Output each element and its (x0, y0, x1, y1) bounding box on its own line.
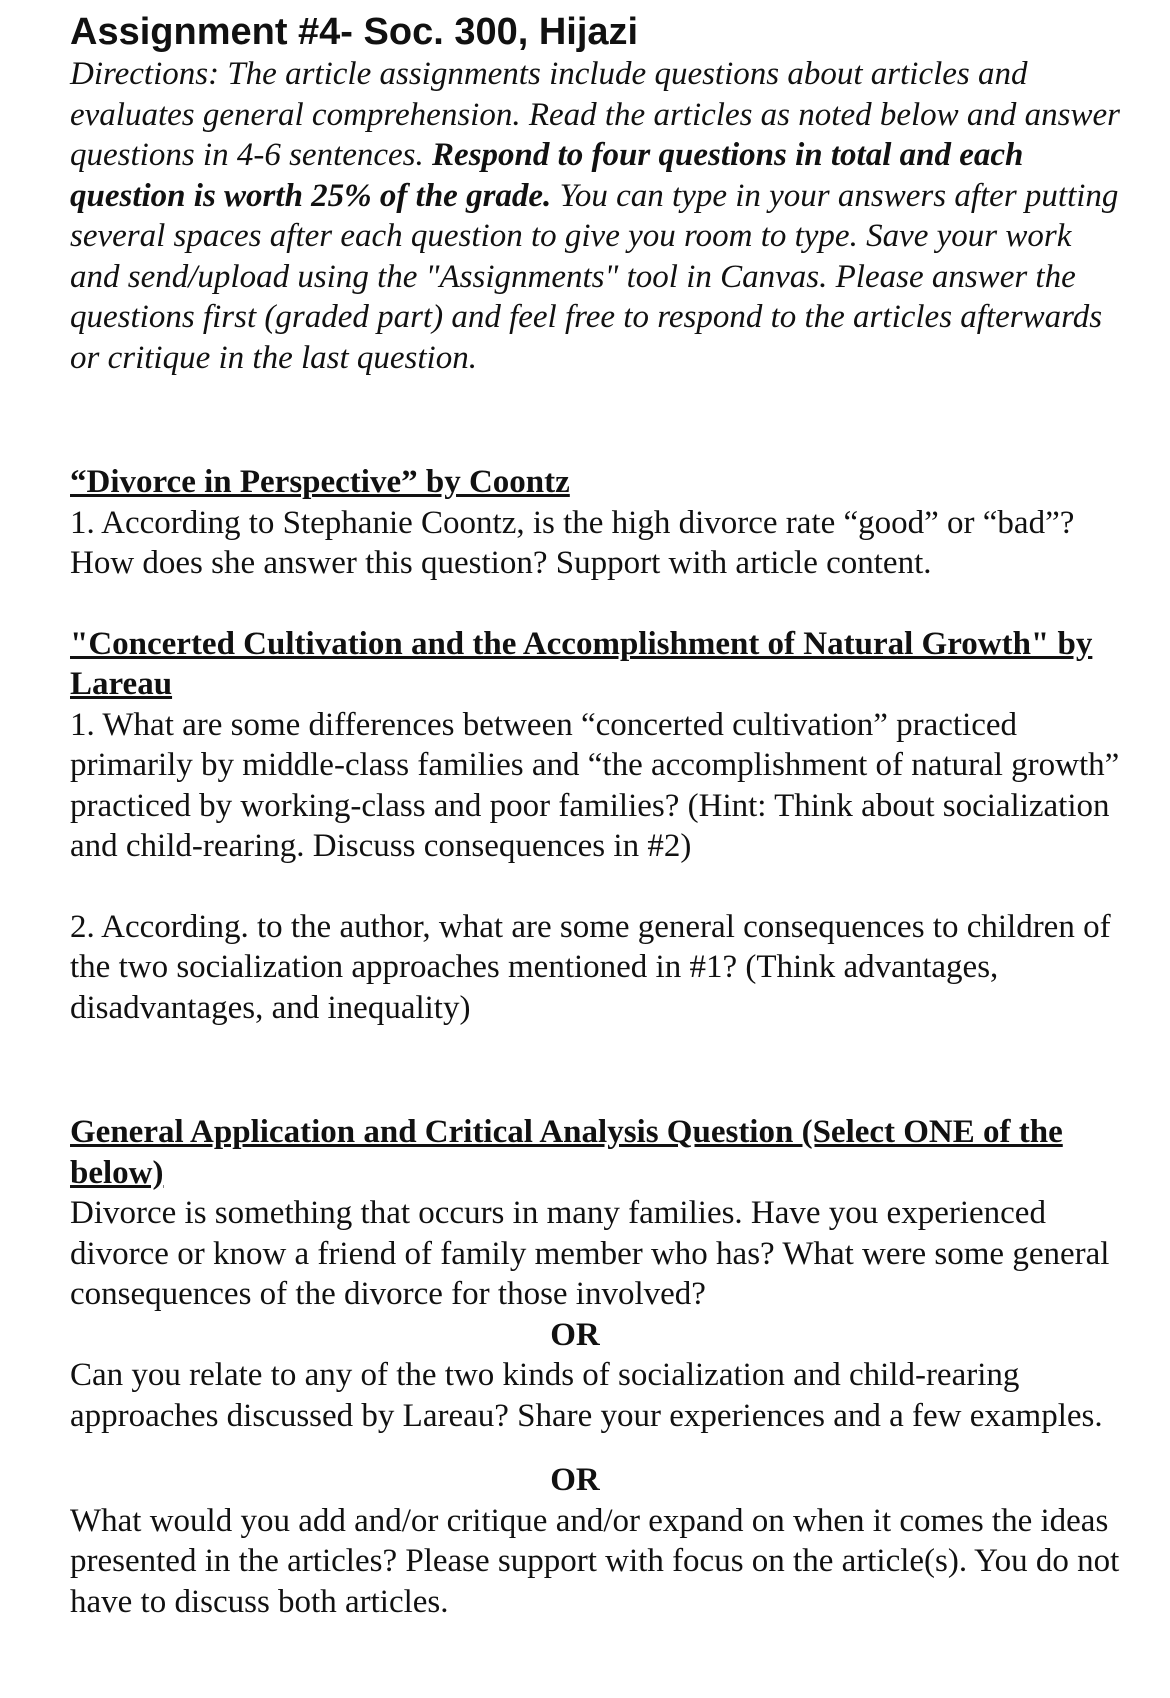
general-option-2: Can you relate to any of the two kinds of socialization and child-rearing approaches discussed by Lareau? Share your experiences and a few examples. (70, 1357, 1103, 1434)
or-divider-1: OR (550, 1316, 600, 1353)
general-heading: General Application and Critical Analysis Question (Select ONE of the below) (70, 1114, 1063, 1191)
directions-part-2: You can type in your answers after putting several spaces after each question to give you room to type. Save your work and send/upload using the "Assignments" tool in Canvas. Please answer the questions first (graded part) and feel free to respond to the articles afterwards or critique in the last question. (70, 177, 1119, 376)
general-option-3: What would you add and/or critique and/or expand on when it comes the ideas presented in the articles? Please support with focus on the article(s). You do not have to discuss both articles. (70, 1502, 1120, 1620)
assignment-page (70, 10, 1120, 1622)
lareau-heading: "Concerted Cultivation and the Accomplishment of Natural Growth" by Lareau (70, 625, 1093, 702)
coontz-question-1: 1. According to Stephanie Coontz, is the high divorce rate “good” or “bad”? How does she answer this question? Support with article content. (70, 504, 1075, 581)
or-divider-2: OR (550, 1462, 600, 1498)
coontz-section (70, 462, 1120, 584)
general-option-1: Divorce is something that occurs in many families. Have you experienced divorce or know a friend of family member who has? What were some general consequences of the divorce for those involved? (70, 1195, 1110, 1312)
directions-part-1: Directions: The article assignments include questions about articles and evaluates general comprehension. Read the articles as noted below and answer questions in 4-6 sentences. (70, 56, 1121, 173)
coontz-heading: “Divorce in Perspective” by Coontz (70, 464, 570, 500)
general-section (70, 1112, 1120, 1622)
directions-text (70, 54, 1120, 378)
lareau-section (70, 624, 1120, 1029)
lareau-question-1: 1. What are some differences between “concerted cultivation” practiced primarily by middle-class families and “the accomplishment of natural growth” practiced by working-class and poor families? (Hint: Think about socialization and child-rearing. Discuss consequences in #2) (70, 706, 1120, 864)
directions-emphasis: Respond to four questions in total and each question is worth 25% of the grade. (70, 137, 1024, 214)
lareau-question-2: 2. According. to the author, what are some general consequences to children of the two socialization approaches mentioned in #1? (Think advantages, disadvantages, and inequality) (70, 908, 1111, 1026)
page-title: Assignment #4- Soc. 300, Hijazi (70, 11, 639, 53)
